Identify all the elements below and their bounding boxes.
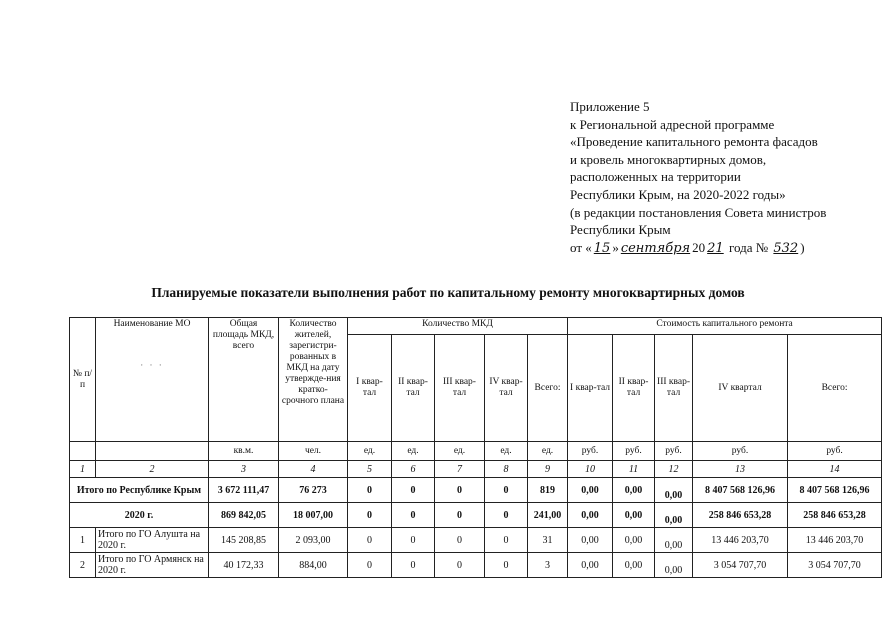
column-index: 2 (96, 461, 209, 478)
cell-q2: 0 (392, 528, 435, 553)
row-number: 2 (70, 553, 96, 578)
header-num: № п/п (70, 318, 96, 442)
units-cell: руб. (693, 442, 788, 461)
indicators-table (69, 317, 882, 578)
cell-cost-total: 258 846 653,28 (788, 503, 882, 528)
handwritten-day: 15 (593, 240, 611, 256)
table-row (70, 553, 882, 578)
cell-cost-q1: 0,00 (568, 528, 613, 553)
units-cell: руб. (788, 442, 882, 461)
header-total: Всего: (528, 335, 568, 442)
cell-area: 40 172,33 (209, 553, 279, 578)
cell-q3: 0 (435, 553, 485, 578)
handwritten-month: сентября (620, 240, 691, 256)
header-area: Общая площадь МКД, всего (209, 318, 279, 442)
header-q1: I квар-тал (348, 335, 392, 442)
annex-line: «Проведение капитального ремонта фасадов (570, 134, 818, 150)
units-cell: руб. (568, 442, 613, 461)
cell-total: 31 (528, 528, 568, 553)
column-index: 13 (693, 461, 788, 478)
annex-line: Приложение 5 (570, 99, 650, 114)
annex-line: расположенных на территории (570, 169, 741, 185)
cell-cost-q3: 0,00 (655, 478, 693, 503)
cell-area: 869 842,05 (209, 503, 279, 528)
cell-q1: 0 (348, 528, 392, 553)
cell-residents: 76 273 (279, 478, 348, 503)
column-index: 10 (568, 461, 613, 478)
cell-q1: 0 (348, 553, 392, 578)
cell-cost-q1: 0,00 (568, 553, 613, 578)
units-row (70, 442, 882, 461)
units-cell: ед. (348, 442, 392, 461)
cell-cost-q3: 0,00 (655, 503, 693, 528)
header-cost-q1: I квар-тал (568, 335, 613, 442)
cell-q3: 0 (435, 503, 485, 528)
document-title: Планируемые показатели выполнения работ по капитальному ремонту многоквартирных домов (151, 285, 745, 300)
cell-residents: 18 007,00 (279, 503, 348, 528)
cell-q2: 0 (392, 478, 435, 503)
annex-line: к Региональной адресной программе (570, 116, 775, 132)
cell-cost-total: 13 446 203,70 (788, 528, 882, 553)
column-index: 6 (392, 461, 435, 478)
total-row-2020 (70, 503, 882, 528)
cell-q2: 0 (392, 503, 435, 528)
column-index: 7 (435, 461, 485, 478)
cell-q4: 0 (485, 503, 528, 528)
cell-cost-q4: 8 407 568 126,96 (693, 478, 788, 503)
units-cell: кв.м. (209, 442, 279, 461)
annex-line: Республики Крым (570, 222, 671, 238)
scan-marks: · · · (140, 360, 164, 370)
cell-cost-q4: 258 846 653,28 (693, 503, 788, 528)
units-cell: ед. (528, 442, 568, 461)
total-row-republic (70, 478, 882, 503)
header-cost-q4: IV квартал (693, 335, 788, 442)
cell-residents: 2 093,00 (279, 528, 348, 553)
cell-cost-q2: 0,00 (613, 478, 655, 503)
table-row (70, 528, 882, 553)
column-index: 5 (348, 461, 392, 478)
number-label: года № (728, 239, 769, 255)
cell-q4: 0 (485, 478, 528, 503)
cell-total: 241,00 (528, 503, 568, 528)
close-paren: ) (800, 239, 805, 255)
header-name-label: Наименование МО (113, 319, 191, 329)
row-name: Итого по ГО Алушта на 2020 г. (96, 528, 209, 553)
handwritten-year: 21 (707, 240, 724, 256)
column-index: 3 (209, 461, 279, 478)
annex-line: (в редакции постановления Совета министров (570, 204, 827, 220)
units-cell (96, 442, 209, 461)
cell-cost-q1: 0,00 (568, 503, 613, 528)
cell-q1: 0 (348, 478, 392, 503)
units-cell: руб. (613, 442, 655, 461)
cell-total: 819 (528, 478, 568, 503)
header-cost-q2: II квар-тал (613, 335, 655, 442)
column-index: 12 (655, 461, 693, 478)
cell-cost-q3: 0,00 (655, 553, 693, 578)
cell-q4: 0 (485, 528, 528, 553)
cell-cost-q4: 3 054 707,70 (693, 553, 788, 578)
cell-cost-total: 8 407 568 126,96 (788, 478, 882, 503)
header-q3: III квар-тал (435, 335, 485, 442)
units-cell: руб. (655, 442, 693, 461)
column-index: 4 (279, 461, 348, 478)
column-index: 1 (70, 461, 96, 478)
cell-cost-q2: 0,00 (613, 528, 655, 553)
header-cost-q3: III квар-тал (655, 335, 693, 442)
cell-area: 3 672 111,47 (209, 478, 279, 503)
units-cell (70, 442, 96, 461)
cell-cost-q2: 0,00 (613, 503, 655, 528)
units-cell: ед. (435, 442, 485, 461)
column-index: 14 (788, 461, 882, 478)
year-prefix: 20 (692, 239, 706, 255)
cell-q4: 0 (485, 553, 528, 578)
annex-block (570, 98, 890, 257)
units-cell: чел. (279, 442, 348, 461)
cell-q1: 0 (348, 503, 392, 528)
cell-cost-q4: 13 446 203,70 (693, 528, 788, 553)
header-q4: IV квар-тал (485, 335, 528, 442)
row-number: 1 (70, 528, 96, 553)
date-sep: » (612, 239, 619, 255)
header-name (96, 318, 209, 442)
cell-cost-q2: 0,00 (613, 553, 655, 578)
column-index: 11 (613, 461, 655, 478)
cell-cost-q3: 0,00 (655, 528, 693, 553)
units-cell: ед. (392, 442, 435, 461)
cell-area: 145 208,85 (209, 528, 279, 553)
date-prefix: от « (570, 239, 592, 255)
cell-residents: 884,00 (279, 553, 348, 578)
annex-line: и кровель многоквартирных домов, (570, 151, 767, 167)
annex-date-line (570, 239, 890, 258)
cell-q3: 0 (435, 478, 485, 503)
cell-q2: 0 (392, 553, 435, 578)
column-index-row (70, 461, 882, 478)
annex-line: Республики Крым, на 2020-2022 годы» (570, 186, 786, 202)
row-name: 2020 г. (70, 503, 209, 528)
cell-cost-q1: 0,00 (568, 478, 613, 503)
column-index: 9 (528, 461, 568, 478)
cell-cost-total: 3 054 707,70 (788, 553, 882, 578)
cell-q3: 0 (435, 528, 485, 553)
row-name: Итого по ГО Армянск на 2020 г. (96, 553, 209, 578)
row-name: Итого по Республике Крым (70, 478, 209, 503)
header-count-group: Количество МКД (348, 318, 568, 335)
header-q2: II квар-тал (392, 335, 435, 442)
units-cell: ед. (485, 442, 528, 461)
header-cost-total: Всего: (788, 335, 882, 442)
header-cost-group: Стоимость капитального ремонта (568, 318, 882, 335)
cell-total: 3 (528, 553, 568, 578)
header-row (70, 318, 882, 335)
header-residents: Количество жителей, зарегистри-рованных в МКД на дату утвержде-ния кратко-срочного плана (279, 318, 348, 442)
column-index: 8 (485, 461, 528, 478)
handwritten-number: 532 (773, 240, 799, 256)
